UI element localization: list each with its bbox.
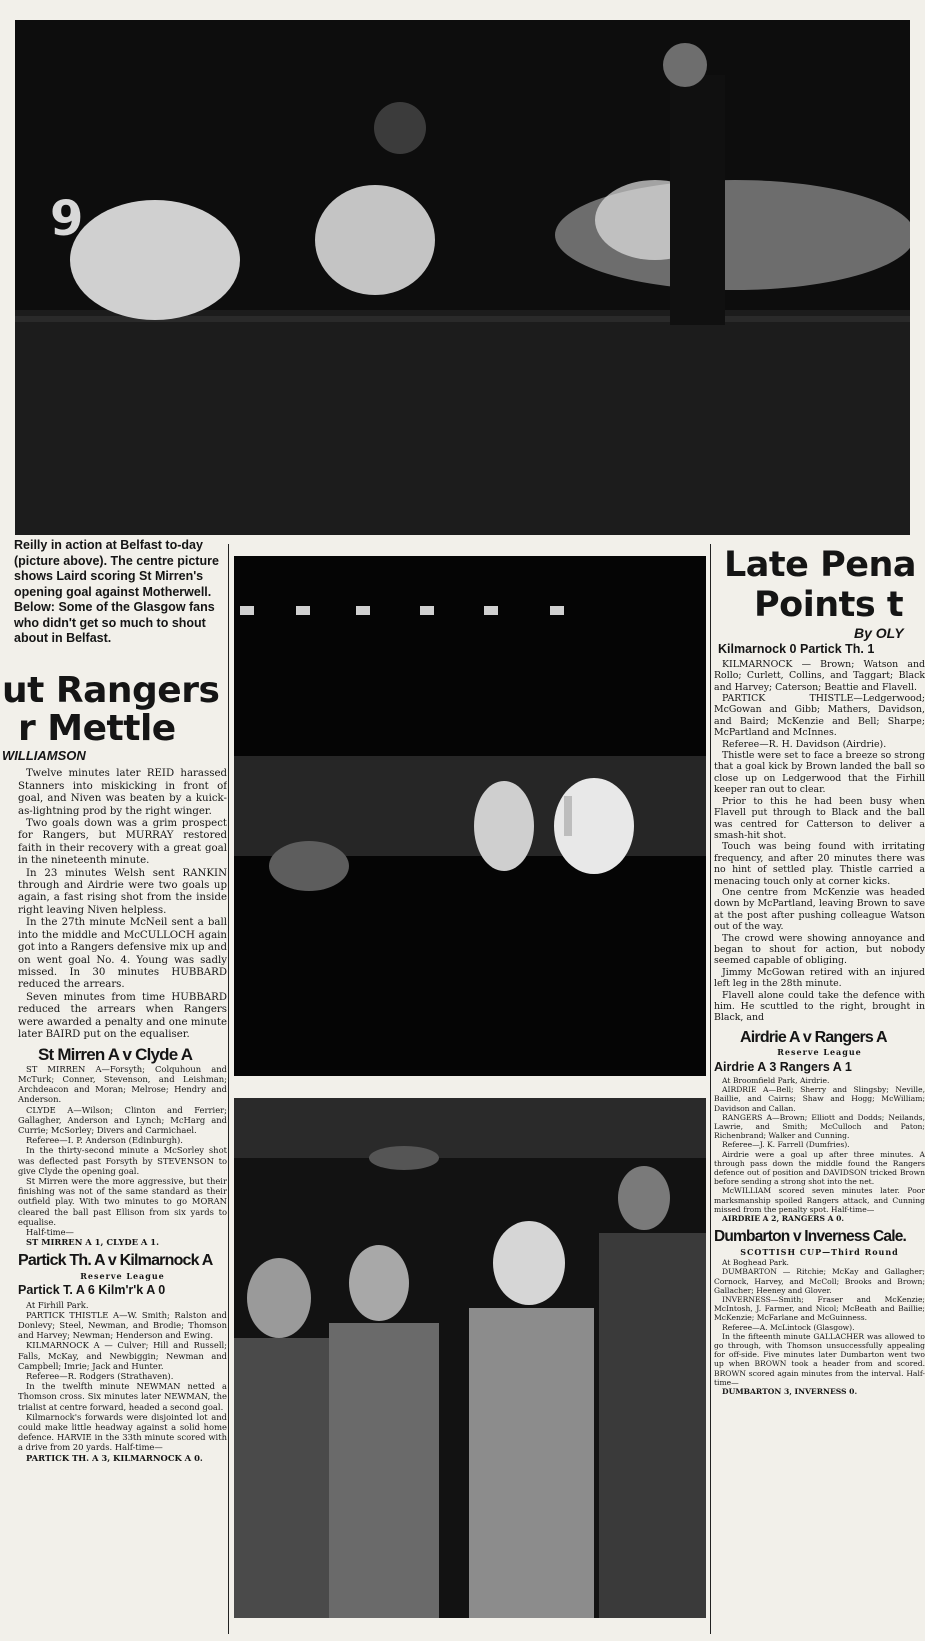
st-mirren-paragraph: CLYDE A—Wilson; Clinton and Ferrier; Gallagher, Anderson and Lynch; McHarg and Currie; McSorley; Divers and Carmichael. bbox=[18, 1104, 227, 1135]
left-article-body bbox=[18, 768, 227, 1462]
photo-caption: Reilly in action at Belfast to-day (picture above). The centre picture shows Laird scoring St Mirren's opening goal against Motherwell. Below: Some of the Glasgow fans who didn't get so much to shout about in Belfast. bbox=[14, 538, 219, 645]
bottom-photo-image bbox=[234, 1098, 706, 1618]
right-paragraph: One centre from McKenzie was headed down by McPartland, leaving Brown to save at the post after pushing colleague Watson out of the way. bbox=[714, 886, 925, 933]
right-paragraph: PARTICK THISTLE—Ledgerwood; McGowan and Gibb; Mathers, Davidson, and Baird; McKenzie and Bell; Sharpe; McPartland and McInnes. bbox=[714, 693, 925, 739]
st-mirren-report bbox=[18, 1064, 227, 1248]
column-rule-right bbox=[710, 544, 711, 1634]
left-paragraph: Twelve minutes later REID harassed Stanners into miskicking in front of goal, and Niven was beaten by a kuick-as-lightning prod by the right winger. bbox=[18, 768, 227, 817]
left-byline: WILLIAMSON bbox=[2, 748, 86, 763]
airdrie-reserve-label: Reserve League bbox=[777, 1047, 862, 1058]
left-paragraph: Two goals down was a grim prospect for Rangers, but MURRAY restored faith in their recovery with a great goal in the nineteenth minute. bbox=[18, 818, 227, 867]
st-mirren-heading: St Mirren A v Clyde A bbox=[38, 1045, 193, 1065]
right-paragraph: Flavell alone could take the defence with him. He scuttled to the right, brought in Black, and bbox=[714, 989, 925, 1024]
partick-reserve-heading: Partick Th. A v Kilmarnock A bbox=[18, 1252, 213, 1270]
partick-reserve-paragraph: Referee—R. Rodgers (Strathaven). bbox=[26, 1371, 174, 1382]
left-paragraph: In the 27th minute McNeil sent a ball into the middle and McCULLOCH again got into a Rangers defensive mix up and on went goal No. 4. Young was sadly missed. In 30 minutes HUBBARD reduced the arrears. bbox=[18, 917, 227, 991]
airdrie-paragraph: AIRDRIE A—Bell; Sherry and Slingsby; Neville, Baillie, and Cairns; Shaw and Hogg; McWilliam; Davidson and Callan. bbox=[714, 1085, 925, 1113]
dumbarton-cup-label: SCOTTISH CUP—Third Round bbox=[740, 1246, 899, 1257]
partick-reserve-paragraph: PARTICK THISTLE A—W. Smith; Ralston and Donlevy; Steel, Newman, and Brodie; Thomson and Harvey; Newman; Henderson and Ewing. bbox=[18, 1309, 227, 1341]
partick-reserve-paragraph: In the twelfth minute NEWMAN netted a Thomson cross. Six minutes later NEWMAN, the trialist at centre forward, headed a second goal. bbox=[18, 1381, 227, 1412]
airdrie-paragraph: At Broomfield Park, Airdrie. bbox=[722, 1076, 830, 1086]
top-photo-image bbox=[15, 20, 910, 535]
partick-reserve-paragraph: Kilmarnock's forwards were disjointed lot and could make little headway against a solid home defence. HARVIE in the 33th minute scored with a drive from 20 yards. Half-time— bbox=[18, 1411, 227, 1453]
dumbarton-report bbox=[714, 1258, 925, 1396]
right-paragraph: Referee—R. H. Davidson (Airdrie). bbox=[722, 738, 887, 750]
st-mirren-paragraph: In the thirty-second minute a McSorley shot was deflected past Forsyth by STEVENSON to give Clyde the opening goal. bbox=[18, 1145, 227, 1176]
left-column bbox=[2, 672, 227, 1637]
airdrie-result: AIRDRIE A 2, RANGERS A 0. bbox=[722, 1214, 845, 1224]
svg-text:9: 9 bbox=[50, 191, 84, 247]
st-mirren-paragraph: ST MIRREN A—Forsyth; Colquhoun and McTurk; Conner, Stevenson, and Leishman; Archdeacon and Moran; Melrose; Hendry and Anderson. bbox=[18, 1063, 227, 1105]
airdrie-paragraph: McWILLIAM scored seven minutes later. Poor marksmanship spoiled Rangers attack, and Cunning missed from the penalty spot. Half-time— bbox=[714, 1186, 925, 1214]
right-headline-line2: Points t bbox=[754, 585, 904, 625]
airdrie-paragraph: Referee—J. K. Farrell (Dumfries). bbox=[722, 1140, 850, 1150]
airdrie-paragraph: RANGERS A—Brown; Elliott and Dodds; Neilands, Lawrie, and Smith; McCulloch and Paton; Richenbrand; Walker and Cunning. bbox=[714, 1112, 925, 1141]
bottom-photo bbox=[234, 1098, 706, 1618]
column-rule-left bbox=[228, 544, 229, 1634]
left-headline-line1: ut Rangers bbox=[2, 672, 220, 711]
st-mirren-result: ST MIRREN A 1, CLYDE A 1. bbox=[26, 1237, 160, 1248]
dumbarton-paragraph: INVERNESS—Smith; Fraser and McKenzie; McIntosh, J. Farmer, and Nicol; McBeath and Baillie; McKenzie; McFarlane and McGuinness. bbox=[714, 1294, 925, 1323]
left-headline-line2: r Mettle bbox=[18, 708, 176, 749]
right-article-body bbox=[714, 659, 925, 1024]
right-byline: By OLY bbox=[854, 625, 904, 641]
right-paragraph: Prior to this he had been busy when Flavell put through to Black and the ball was centred for Catterson to deliver a smash-hit shot. bbox=[714, 795, 925, 841]
partick-reserve-result: PARTICK TH. A 3, KILMARNOCK A 0. bbox=[26, 1452, 203, 1463]
right-paragraph: KILMARNOCK — Brown; Watson and Rollo; Curlett, Collins, and Taggart; Black and Harvey; Caterson; Beattie and Flavell. bbox=[714, 658, 925, 693]
right-headline-line1: Late Pena bbox=[724, 545, 916, 585]
partick-reserve-report bbox=[18, 1300, 227, 1463]
centre-photo-image bbox=[234, 556, 706, 1076]
right-column bbox=[714, 545, 925, 1637]
centre-photo bbox=[234, 556, 706, 1076]
partick-reserve-paragraph: At Firhill Park. bbox=[26, 1299, 89, 1310]
airdrie-paragraph: Airdrie were a goal up after three minutes. A through pass down the middle found the Rangers defence out of position and DAVIDSON tricked Brown before sending a strong shot into the net. bbox=[714, 1149, 925, 1187]
airdrie-score: Airdrie A 3 Rangers A 1 bbox=[714, 1059, 852, 1074]
dumbarton-paragraph: In the fifteenth minute GALLACHER was allowed to go through, with Thomson unsuccessfully appealing for off-side. Five minutes later Dumbarton went two up when BROWN took a header from and scored. BROWN scored again minutes from the interval. Half-time— bbox=[714, 1331, 925, 1387]
st-mirren-paragraph: St Mirren were the more aggressive, but their finishing was not of the same standard as their outfield play. With two minutes to go MORAN cleared the ball past Ellison from six yards to equalise. bbox=[18, 1175, 227, 1227]
right-paragraph: Thistle were set to face a breeze so strong that a goal kick by Brown landed the ball so close up on Ledgerwood that the Firhill keeper ran out to clear. bbox=[714, 750, 925, 796]
partick-reserve-paragraph: KILMARNOCK A — Culver; Hill and Russell; Falls, McKay, and Newbiggin; Newman and Campbell; Imrie; Jack and Hunter. bbox=[18, 1340, 227, 1371]
right-paragraph: Touch was being found with irritating frequency, and after 20 minutes there was no hint of settled play. Thistle carried a menacing touch only at corner kicks. bbox=[714, 841, 925, 887]
airdrie-heading: Airdrie A v Rangers A bbox=[740, 1028, 887, 1046]
dumbarton-result: DUMBARTON 3, INVERNESS 0. bbox=[722, 1386, 858, 1396]
dumbarton-heading: Dumbarton v Inverness Cale. bbox=[714, 1228, 907, 1246]
st-mirren-paragraph: Referee—I. P. Anderson (Edinburgh). bbox=[26, 1135, 183, 1146]
dumbarton-paragraph: Referee—A. McLintock (Glasgow). bbox=[722, 1322, 855, 1332]
right-paragraph: The crowd were showing annoyance and began to shout for action, but nobody seemed capable of obliging. bbox=[714, 932, 925, 967]
right-paragraph: Jimmy McGowan retired with an injured left leg in the 28th minute. bbox=[714, 966, 925, 990]
partick-reserve-label: Reserve League bbox=[80, 1270, 165, 1281]
top-photo bbox=[15, 20, 910, 535]
st-mirren-paragraph: Half-time— bbox=[26, 1227, 74, 1237]
left-paragraph: Seven minutes from time HUBBARD reduced the arrears when Rangers were awarded a penalty and one minute later BAIRD put on the equaliser. bbox=[18, 991, 227, 1040]
airdrie-report bbox=[714, 1076, 925, 1223]
left-paragraph: In 23 minutes Welsh sent RANKIN through and Airdrie were two goals up again, a fast rising shot from the inside right leaving Niven helpless. bbox=[18, 867, 227, 916]
dumbarton-paragraph: DUMBARTON — Ritchie; McKay and Gallagher; Cornock, Harvey, and McColl; Brooks and Brown; Gallacher; Heeney and Glover. bbox=[714, 1267, 925, 1295]
right-score: Kilmarnock 0 Partick Th. 1 bbox=[718, 642, 875, 657]
partick-reserve-score: Partick T. A 6 Kilm'r'k A 0 bbox=[18, 1283, 166, 1298]
dumbarton-paragraph: At Boghead Park. bbox=[722, 1258, 789, 1268]
